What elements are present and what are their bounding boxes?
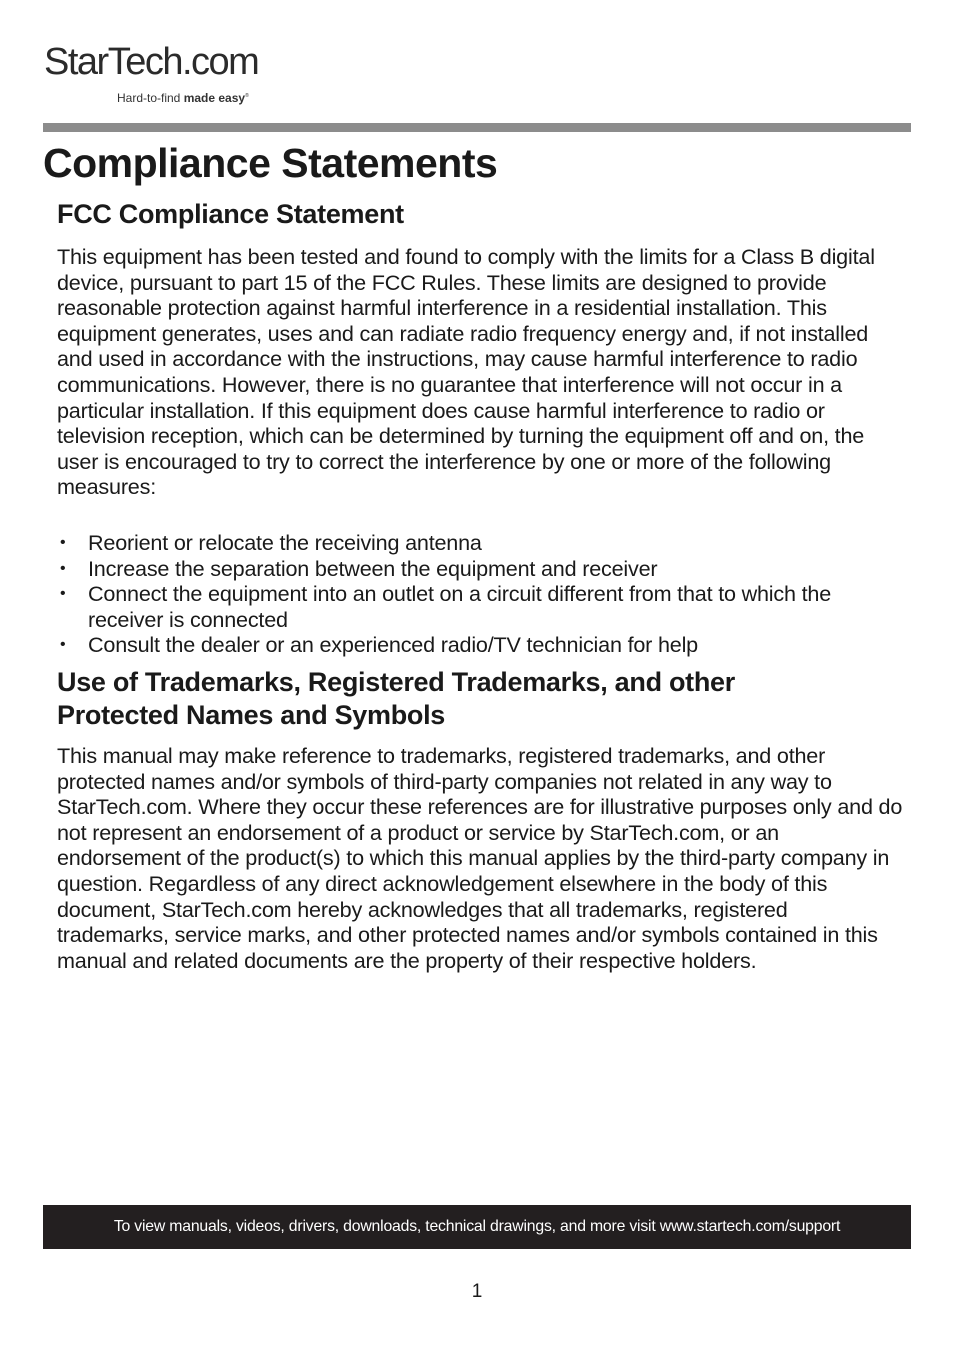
bullet-icon: • <box>60 559 66 577</box>
logo-wordmark: StarTech.com <box>44 41 259 83</box>
fcc-heading: FCC Compliance Statement <box>57 199 404 229</box>
bullet-icon: • <box>60 534 66 551</box>
measure-text: Consult the dealer or an experienced radio/TV technician for help <box>88 632 698 658</box>
measure-text: Connect the equipment into an outlet on a circuit different from that to which the receiver is connected <box>88 581 832 632</box>
registered-mark: ® <box>245 93 249 99</box>
startech-logo <box>44 40 274 110</box>
page-title: Compliance Statements <box>43 140 498 186</box>
bullet-icon: • <box>60 636 66 654</box>
bullet-icon: • <box>60 585 66 603</box>
trademarks-paragraph: This manual may make reference to trademarks, registered trademarks, and other protected names and/or symbols of third-party companies not related in any way to StarTech.com. Where they occur these references are for illustrative purposes only and do not represent an endorsement of a product or service by StarTech.com, or an endorsement of the product(s) to which this manual applies by the third-party company in question. Regardless of any direct acknowledgement elsewhere in the body of this document, StarTech.com hereby acknowledges that all trademarks, registered trademarks, service marks, and other protected names and/or symbols contained in this manual and related documents are the property of their respective holders. <box>57 743 903 973</box>
fcc-measures-list <box>57 530 897 658</box>
page-number: 1 <box>471 1281 483 1302</box>
measure-text: Reorient or relocate the receiving antenna <box>88 530 482 555</box>
support-footer-text: To view manuals, videos, drivers, downloads, technical drawings, and more visit www.startech.com/support <box>113 1218 841 1235</box>
support-footer-bar <box>43 1205 911 1249</box>
trademarks-heading: Use of Trademarks, Registered Trademarks, and other Protected Names and Symbols <box>57 667 735 730</box>
list-item <box>57 530 897 556</box>
fcc-paragraph: This equipment has been tested and found to comply with the limits for a Class B digital device, pursuant to part 15 of the FCC Rules. These limits are designed to provide reasonable protection against harmful interference in a residential installation. This equipment generates, uses and can radiate radio frequency energy and, if not installed and used in accordance with the instructions, may cause harmful interference to radio communications. However, there is no guarantee that interference will not occur in a particular installation. If this equipment does cause harmful interference to radio or television reception, which can be determined by turning the equipment off and on, the user is encouraged to try to correct the interference by one or more of the following measures: <box>57 244 875 500</box>
logo-tagline <box>117 89 249 105</box>
tagline-bold: made easy <box>183 91 246 105</box>
list-item <box>57 581 897 632</box>
header-divider <box>43 123 911 132</box>
tagline-prefix: Hard-to-find <box>117 91 184 105</box>
measure-text: Increase the separation between the equipment and receiver <box>88 555 658 581</box>
list-item <box>57 556 897 582</box>
list-item <box>57 632 897 658</box>
